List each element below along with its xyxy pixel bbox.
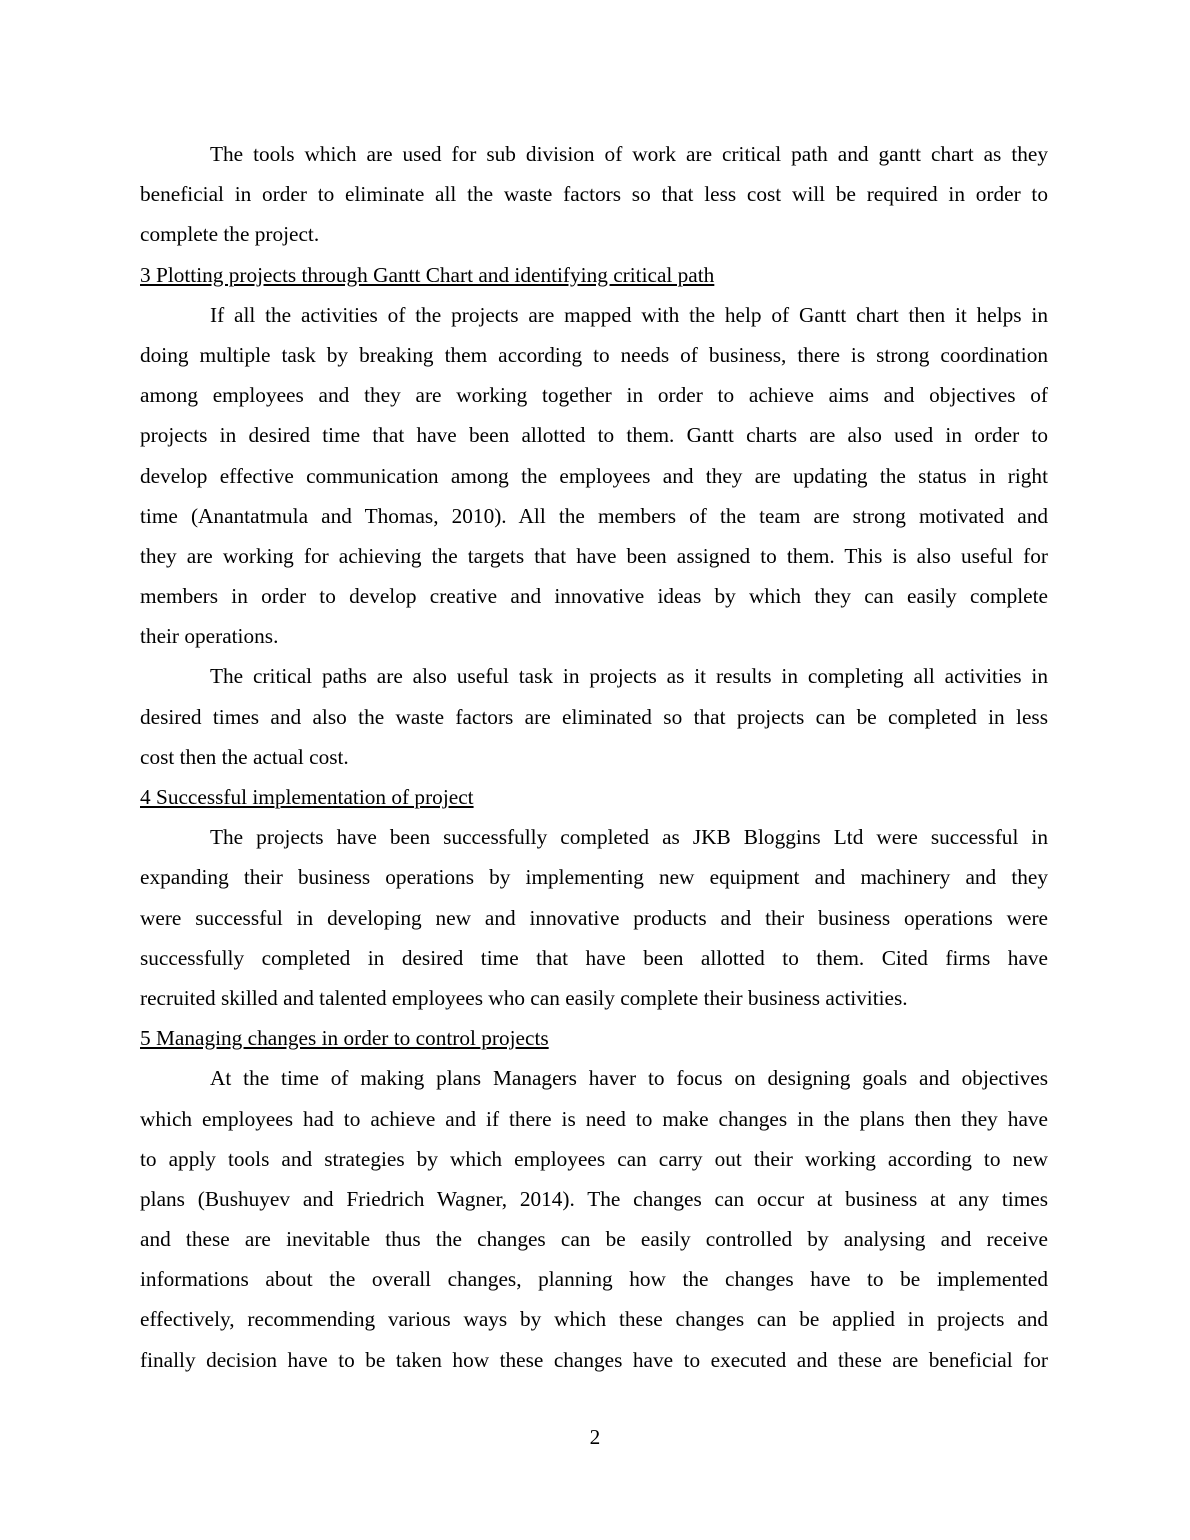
text-line: and these are inevitable thus the changes can be easily controlled by analysing and receive [140,1227,1048,1252]
text-line: The critical paths are also useful task in projects as it results in completing all activities in [210,664,1048,689]
section-heading: 5 Managing changes in order to control projects [140,1026,549,1051]
text-line: desired times and also the waste factors are eliminated so that projects can be completed in less [140,704,1048,729]
text-line: to apply tools and strategies by which employees can carry out their working according to new [140,1146,1048,1171]
paragraph [140,817,1048,1018]
paragraph [140,656,1048,777]
text-line: cost then the actual cost. [140,744,349,769]
text-line: complete the project. [140,222,320,247]
text-line: plans (Bushuyev and Friedrich Wagner, 2014). The changes can occur at business at any times [140,1186,1048,1211]
text-line: informations about the overall changes, planning how the changes have to be implemented [140,1267,1048,1292]
text-line: finally decision have to be taken how these changes have to executed and these are beneficial for [140,1347,1048,1372]
text-line: effectively, recommending various ways by which these changes can be applied in projects and [140,1307,1048,1332]
text-line: The projects have been successfully completed as JKB Bloggins Ltd were successful in [210,825,1048,850]
text-line: beneficial in order to eliminate all the waste factors so that less cost will be required in order to [140,182,1048,207]
text-line: among employees and they are working together in order to achieve aims and objectives of [140,383,1048,408]
text-line: develop effective communication among the employees and they are updating the status in right [140,463,1048,488]
text-line: projects in desired time that have been allotted to them. Gantt charts are also used in order to [140,423,1048,448]
text-line: they are working for achieving the targets that have been assigned to them. This is also useful for [140,543,1048,568]
text-line: recruited skilled and talented employees who can easily complete their business activities. [140,985,908,1010]
text-line: The tools which are used for sub division of work are critical path and gantt chart as they [210,142,1048,166]
text-line: time (Anantatmula and Thomas, 2010). All the members of the team are strong motivated and [140,503,1048,528]
text-line: their operations. [140,624,279,649]
text-line: were successful in developing new and innovative products and their business operations were [140,905,1048,930]
section-heading: 3 Plotting projects through Gantt Chart and identifying critical path [140,262,715,287]
page-number: 2 [589,1425,601,1449]
paragraph [140,1058,1048,1380]
text-line: expanding their business operations by implementing new equipment and machinery and they [140,865,1048,890]
document-body [140,134,1048,1380]
paragraph [140,134,1048,255]
text-line: If all the activities of the projects are mapped with the help of Gantt chart then it helps in [210,302,1048,327]
text-line: successfully completed in desired time that have been allotted to them. Cited firms have [140,945,1048,970]
text-line: members in order to develop creative and innovative ideas by which they can easily complete [140,584,1048,609]
text-line: which employees had to achieve and if there is need to make changes in the plans then they have [140,1106,1048,1131]
text-line: doing multiple task by breaking them according to needs of business, there is strong coordination [140,342,1048,367]
paragraph [140,295,1048,657]
text-line: At the time of making plans Managers haver to focus on designing goals and objectives [210,1066,1048,1091]
section-heading: 4 Successful implementation of project [140,785,474,809]
